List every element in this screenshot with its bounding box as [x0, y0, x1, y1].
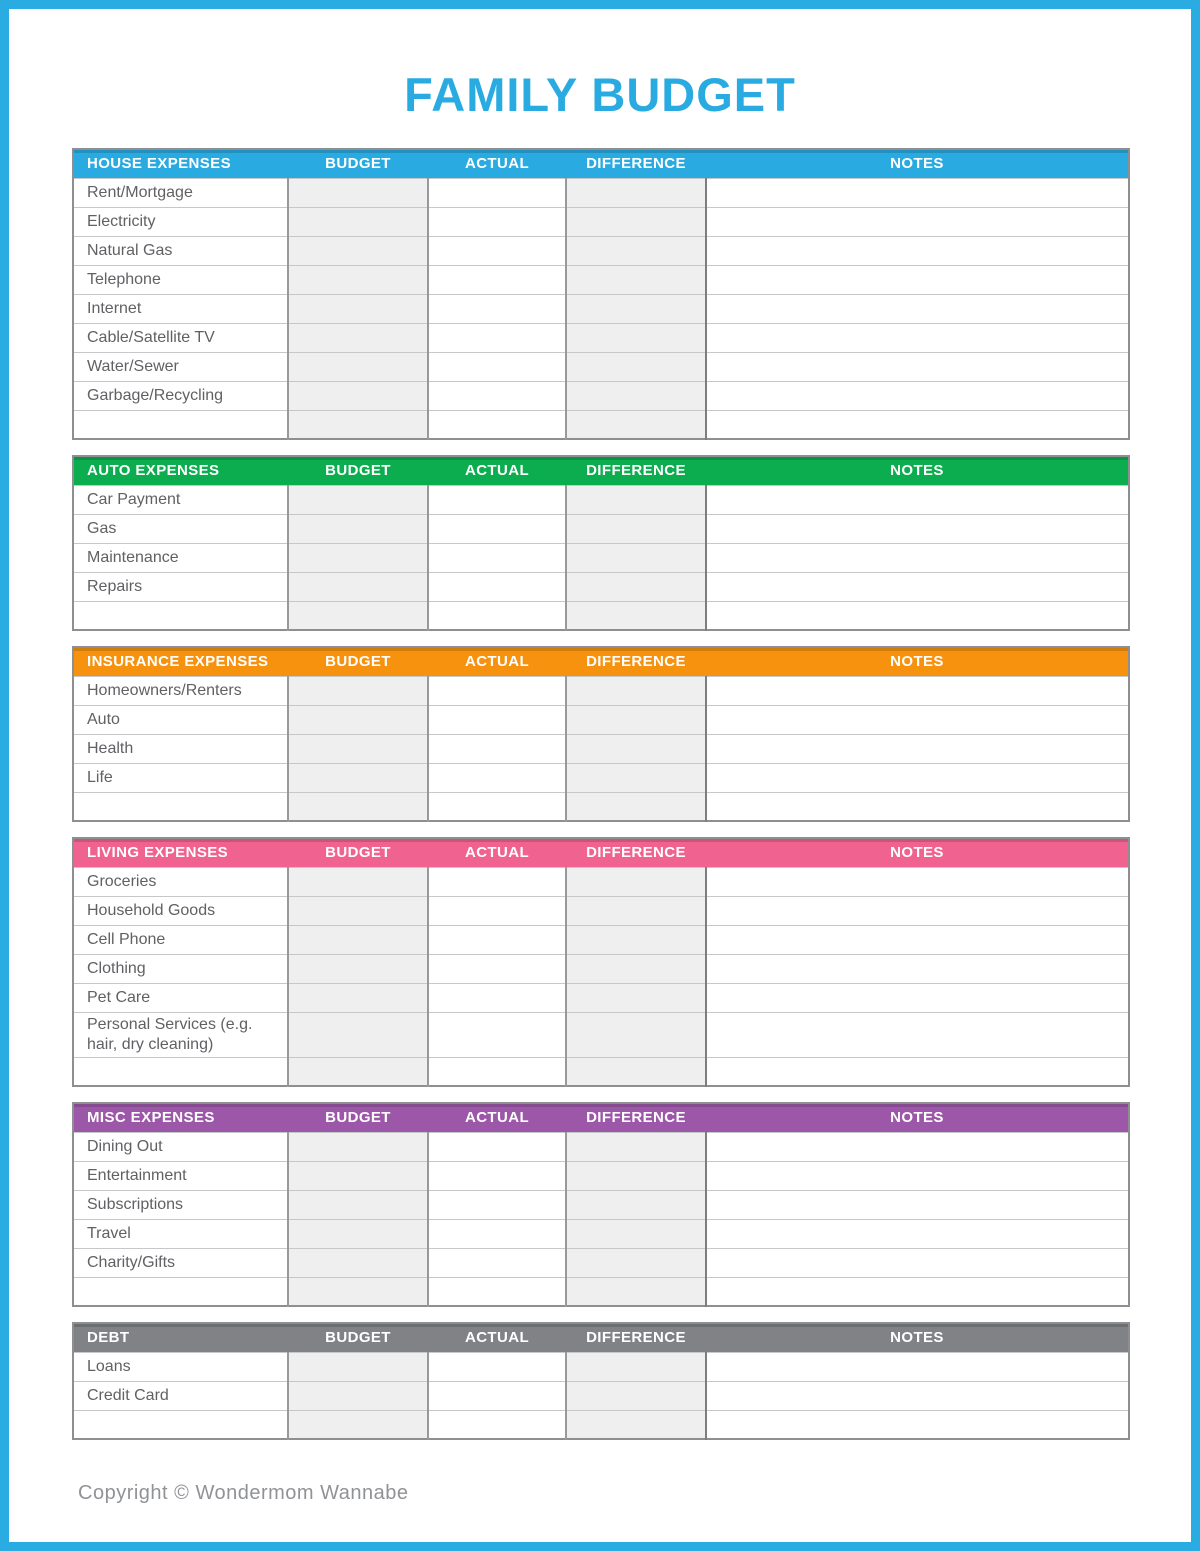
expense-row: [73, 1012, 1129, 1057]
section-header-row: [73, 838, 1129, 867]
actual-cell: [428, 983, 566, 1012]
notes-cell: [706, 410, 1129, 439]
column-header-actual: ACTUAL: [428, 1323, 566, 1352]
copyright-text: Copyright © Wondermom Wannabe: [78, 1482, 409, 1504]
notes-cell: [706, 381, 1129, 410]
difference-cell: [566, 1161, 706, 1190]
notes-cell: [706, 1219, 1129, 1248]
section-table-debt: [72, 1322, 1130, 1440]
budget-cell: [288, 323, 428, 352]
difference-cell: [566, 485, 706, 514]
notes-cell: [706, 1190, 1129, 1219]
column-header-budget: BUDGET: [288, 838, 428, 867]
column-header-actual: ACTUAL: [428, 1103, 566, 1132]
notes-cell: [706, 1248, 1129, 1277]
actual-cell: [428, 954, 566, 983]
actual-cell: [428, 1219, 566, 1248]
notes-cell: [706, 178, 1129, 207]
expense-row: [73, 352, 1129, 381]
actual-cell: [428, 925, 566, 954]
notes-cell: [706, 954, 1129, 983]
expense-row: [73, 207, 1129, 236]
difference-cell: [566, 925, 706, 954]
budget-cell: [288, 543, 428, 572]
column-header-actual: ACTUAL: [428, 838, 566, 867]
notes-cell: [706, 792, 1129, 821]
difference-cell: [566, 1248, 706, 1277]
empty-expense-row: [73, 601, 1129, 630]
actual-cell: [428, 1381, 566, 1410]
section-table-auto: [72, 455, 1130, 631]
notes-cell: [706, 676, 1129, 705]
difference-cell: [566, 410, 706, 439]
notes-cell: [706, 1057, 1129, 1086]
notes-cell: [706, 1352, 1129, 1381]
column-header-notes: NOTES: [706, 647, 1129, 676]
expense-label: Gas: [73, 514, 288, 543]
actual-cell: [428, 178, 566, 207]
expense-label: Rent/Mortgage: [73, 178, 288, 207]
actual-cell: [428, 1012, 566, 1057]
actual-cell: [428, 381, 566, 410]
notes-cell: [706, 1381, 1129, 1410]
actual-cell: [428, 601, 566, 630]
expense-label: [73, 1410, 288, 1439]
actual-cell: [428, 514, 566, 543]
section-header-living: LIVING EXPENSES: [73, 838, 288, 867]
budget-cell: [288, 1352, 428, 1381]
difference-cell: [566, 896, 706, 925]
section-header-row: [73, 1323, 1129, 1352]
expense-label: Electricity: [73, 207, 288, 236]
budget-cell: [288, 925, 428, 954]
difference-cell: [566, 792, 706, 821]
actual-cell: [428, 1277, 566, 1306]
difference-cell: [566, 294, 706, 323]
expense-label: Auto: [73, 705, 288, 734]
actual-cell: [428, 323, 566, 352]
notes-cell: [706, 352, 1129, 381]
section-table-misc: [72, 1102, 1130, 1307]
notes-cell: [706, 323, 1129, 352]
expense-label: Cell Phone: [73, 925, 288, 954]
notes-cell: [706, 734, 1129, 763]
column-header-difference: DIFFERENCE: [566, 647, 706, 676]
actual-cell: [428, 485, 566, 514]
notes-cell: [706, 1161, 1129, 1190]
difference-cell: [566, 1190, 706, 1219]
section-header-row: [73, 149, 1129, 178]
expense-row: [73, 867, 1129, 896]
difference-cell: [566, 676, 706, 705]
difference-cell: [566, 323, 706, 352]
difference-cell: [566, 1352, 706, 1381]
empty-expense-row: [73, 1277, 1129, 1306]
budget-cell: [288, 983, 428, 1012]
budget-cell: [288, 1277, 428, 1306]
actual-cell: [428, 734, 566, 763]
expense-row: [73, 236, 1129, 265]
difference-cell: [566, 705, 706, 734]
difference-cell: [566, 572, 706, 601]
expense-row: [73, 676, 1129, 705]
difference-cell: [566, 1381, 706, 1410]
notes-cell: [706, 1277, 1129, 1306]
section-header-misc: MISC EXPENSES: [73, 1103, 288, 1132]
budget-cell: [288, 763, 428, 792]
budget-cell: [288, 236, 428, 265]
actual-cell: [428, 572, 566, 601]
expense-row: [73, 1219, 1129, 1248]
difference-cell: [566, 543, 706, 572]
difference-cell: [566, 1277, 706, 1306]
expense-row: [73, 294, 1129, 323]
empty-expense-row: [73, 1410, 1129, 1439]
expense-label: Internet: [73, 294, 288, 323]
budget-cell: [288, 896, 428, 925]
difference-cell: [566, 265, 706, 294]
expense-label: Garbage/Recycling: [73, 381, 288, 410]
expense-label: Household Goods: [73, 896, 288, 925]
difference-cell: [566, 763, 706, 792]
actual-cell: [428, 207, 566, 236]
budget-cell: [288, 352, 428, 381]
notes-cell: [706, 543, 1129, 572]
notes-cell: [706, 867, 1129, 896]
actual-cell: [428, 705, 566, 734]
actual-cell: [428, 543, 566, 572]
expense-row: [73, 1352, 1129, 1381]
budget-cell: [288, 734, 428, 763]
budget-cell: [288, 676, 428, 705]
budget-cell: [288, 1248, 428, 1277]
column-header-actual: ACTUAL: [428, 647, 566, 676]
notes-cell: [706, 1410, 1129, 1439]
expense-row: [73, 178, 1129, 207]
column-header-notes: NOTES: [706, 1323, 1129, 1352]
expense-label: Health: [73, 734, 288, 763]
budget-cell: [288, 1161, 428, 1190]
notes-cell: [706, 207, 1129, 236]
section-table-house: [72, 148, 1130, 440]
difference-cell: [566, 514, 706, 543]
notes-cell: [706, 514, 1129, 543]
notes-cell: [706, 601, 1129, 630]
expense-label: Subscriptions: [73, 1190, 288, 1219]
section-table-insurance: [72, 646, 1130, 822]
column-header-budget: BUDGET: [288, 1323, 428, 1352]
expense-label: Maintenance: [73, 543, 288, 572]
column-header-difference: DIFFERENCE: [566, 1103, 706, 1132]
column-header-difference: DIFFERENCE: [566, 838, 706, 867]
difference-cell: [566, 954, 706, 983]
expense-row: [73, 381, 1129, 410]
difference-cell: [566, 236, 706, 265]
budget-cell: [288, 572, 428, 601]
actual-cell: [428, 294, 566, 323]
section-header-row: [73, 1103, 1129, 1132]
notes-cell: [706, 705, 1129, 734]
column-header-notes: NOTES: [706, 149, 1129, 178]
difference-cell: [566, 1219, 706, 1248]
budget-cell: [288, 1132, 428, 1161]
expense-label: Car Payment: [73, 485, 288, 514]
expense-label: [73, 601, 288, 630]
budget-cell: [288, 265, 428, 294]
column-header-actual: ACTUAL: [428, 149, 566, 178]
column-header-notes: NOTES: [706, 1103, 1129, 1132]
expense-row: [73, 1381, 1129, 1410]
notes-cell: [706, 485, 1129, 514]
actual-cell: [428, 1161, 566, 1190]
expense-row: [73, 1190, 1129, 1219]
budget-cell: [288, 410, 428, 439]
expense-row: [73, 1132, 1129, 1161]
budget-cell: [288, 1190, 428, 1219]
expense-label: Homeowners/Renters: [73, 676, 288, 705]
expense-row: [73, 925, 1129, 954]
difference-cell: [566, 983, 706, 1012]
actual-cell: [428, 896, 566, 925]
section-header-row: [73, 647, 1129, 676]
expense-row: [73, 896, 1129, 925]
expense-label: Clothing: [73, 954, 288, 983]
expense-row: [73, 705, 1129, 734]
budget-cell: [288, 601, 428, 630]
expense-row: [73, 983, 1129, 1012]
actual-cell: [428, 867, 566, 896]
expense-label: Dining Out: [73, 1132, 288, 1161]
notes-cell: [706, 925, 1129, 954]
expense-label: Charity/Gifts: [73, 1248, 288, 1277]
budget-cell: [288, 1057, 428, 1086]
page-content: [72, 67, 1128, 1505]
budget-cell: [288, 294, 428, 323]
actual-cell: [428, 352, 566, 381]
budget-cell: [288, 1219, 428, 1248]
expense-row: [73, 1248, 1129, 1277]
difference-cell: [566, 1057, 706, 1086]
section-table-living: [72, 837, 1130, 1087]
column-header-budget: BUDGET: [288, 149, 428, 178]
empty-expense-row: [73, 1057, 1129, 1086]
expense-label: Pet Care: [73, 983, 288, 1012]
expense-row: [73, 514, 1129, 543]
budget-cell: [288, 207, 428, 236]
budget-cell: [288, 381, 428, 410]
section-header-row: [73, 456, 1129, 485]
column-header-budget: BUDGET: [288, 456, 428, 485]
column-header-notes: NOTES: [706, 456, 1129, 485]
column-header-budget: BUDGET: [288, 647, 428, 676]
empty-expense-row: [73, 792, 1129, 821]
expense-row: [73, 323, 1129, 352]
expense-row: [73, 543, 1129, 572]
difference-cell: [566, 207, 706, 236]
difference-cell: [566, 352, 706, 381]
column-header-difference: DIFFERENCE: [566, 149, 706, 178]
budget-cell: [288, 514, 428, 543]
expense-label: Repairs: [73, 572, 288, 601]
expense-label: Loans: [73, 1352, 288, 1381]
budget-cell: [288, 485, 428, 514]
actual-cell: [428, 763, 566, 792]
column-header-actual: ACTUAL: [428, 456, 566, 485]
notes-cell: [706, 983, 1129, 1012]
expense-row: [73, 1161, 1129, 1190]
difference-cell: [566, 381, 706, 410]
actual-cell: [428, 1410, 566, 1439]
difference-cell: [566, 601, 706, 630]
section-header-auto: AUTO EXPENSES: [73, 456, 288, 485]
notes-cell: [706, 572, 1129, 601]
difference-cell: [566, 1410, 706, 1439]
notes-cell: [706, 1012, 1129, 1057]
actual-cell: [428, 236, 566, 265]
expense-label: [73, 1277, 288, 1306]
difference-cell: [566, 734, 706, 763]
expense-label: Travel: [73, 1219, 288, 1248]
expense-row: [73, 734, 1129, 763]
notes-cell: [706, 763, 1129, 792]
notes-cell: [706, 1132, 1129, 1161]
expense-label: Water/Sewer: [73, 352, 288, 381]
column-header-difference: DIFFERENCE: [566, 1323, 706, 1352]
budget-cell: [288, 178, 428, 207]
notes-cell: [706, 236, 1129, 265]
difference-cell: [566, 1012, 706, 1057]
budget-cell: [288, 954, 428, 983]
actual-cell: [428, 676, 566, 705]
expense-row: [73, 763, 1129, 792]
column-header-difference: DIFFERENCE: [566, 456, 706, 485]
empty-expense-row: [73, 410, 1129, 439]
expense-row: [73, 485, 1129, 514]
actual-cell: [428, 1190, 566, 1219]
expense-row: [73, 954, 1129, 983]
expense-row: [73, 572, 1129, 601]
actual-cell: [428, 410, 566, 439]
budget-cell: [288, 1410, 428, 1439]
page-title: FAMILY BUDGET: [404, 68, 796, 121]
expense-label: Groceries: [73, 867, 288, 896]
notes-cell: [706, 265, 1129, 294]
budget-cell: [288, 1381, 428, 1410]
actual-cell: [428, 792, 566, 821]
expense-label: Personal Services (e.g. hair, dry cleaning): [73, 1012, 288, 1057]
expense-label: Life: [73, 763, 288, 792]
expense-row: [73, 265, 1129, 294]
notes-cell: [706, 896, 1129, 925]
difference-cell: [566, 867, 706, 896]
budget-sections: [72, 148, 1128, 1440]
section-header-insurance: INSURANCE EXPENSES: [73, 647, 288, 676]
section-header-debt: DEBT: [73, 1323, 288, 1352]
section-header-house: HOUSE EXPENSES: [73, 149, 288, 178]
actual-cell: [428, 1132, 566, 1161]
actual-cell: [428, 1248, 566, 1277]
actual-cell: [428, 265, 566, 294]
actual-cell: [428, 1057, 566, 1086]
expense-label: Entertainment: [73, 1161, 288, 1190]
expense-label: Credit Card: [73, 1381, 288, 1410]
column-header-notes: NOTES: [706, 838, 1129, 867]
expense-label: [73, 410, 288, 439]
column-header-budget: BUDGET: [288, 1103, 428, 1132]
expense-label: Natural Gas: [73, 236, 288, 265]
expense-label: [73, 1057, 288, 1086]
budget-cell: [288, 705, 428, 734]
budget-cell: [288, 792, 428, 821]
budget-cell: [288, 867, 428, 896]
expense-label: [73, 792, 288, 821]
notes-cell: [706, 294, 1129, 323]
difference-cell: [566, 1132, 706, 1161]
budget-cell: [288, 1012, 428, 1057]
expense-label: Telephone: [73, 265, 288, 294]
expense-label: Cable/Satellite TV: [73, 323, 288, 352]
actual-cell: [428, 1352, 566, 1381]
difference-cell: [566, 178, 706, 207]
